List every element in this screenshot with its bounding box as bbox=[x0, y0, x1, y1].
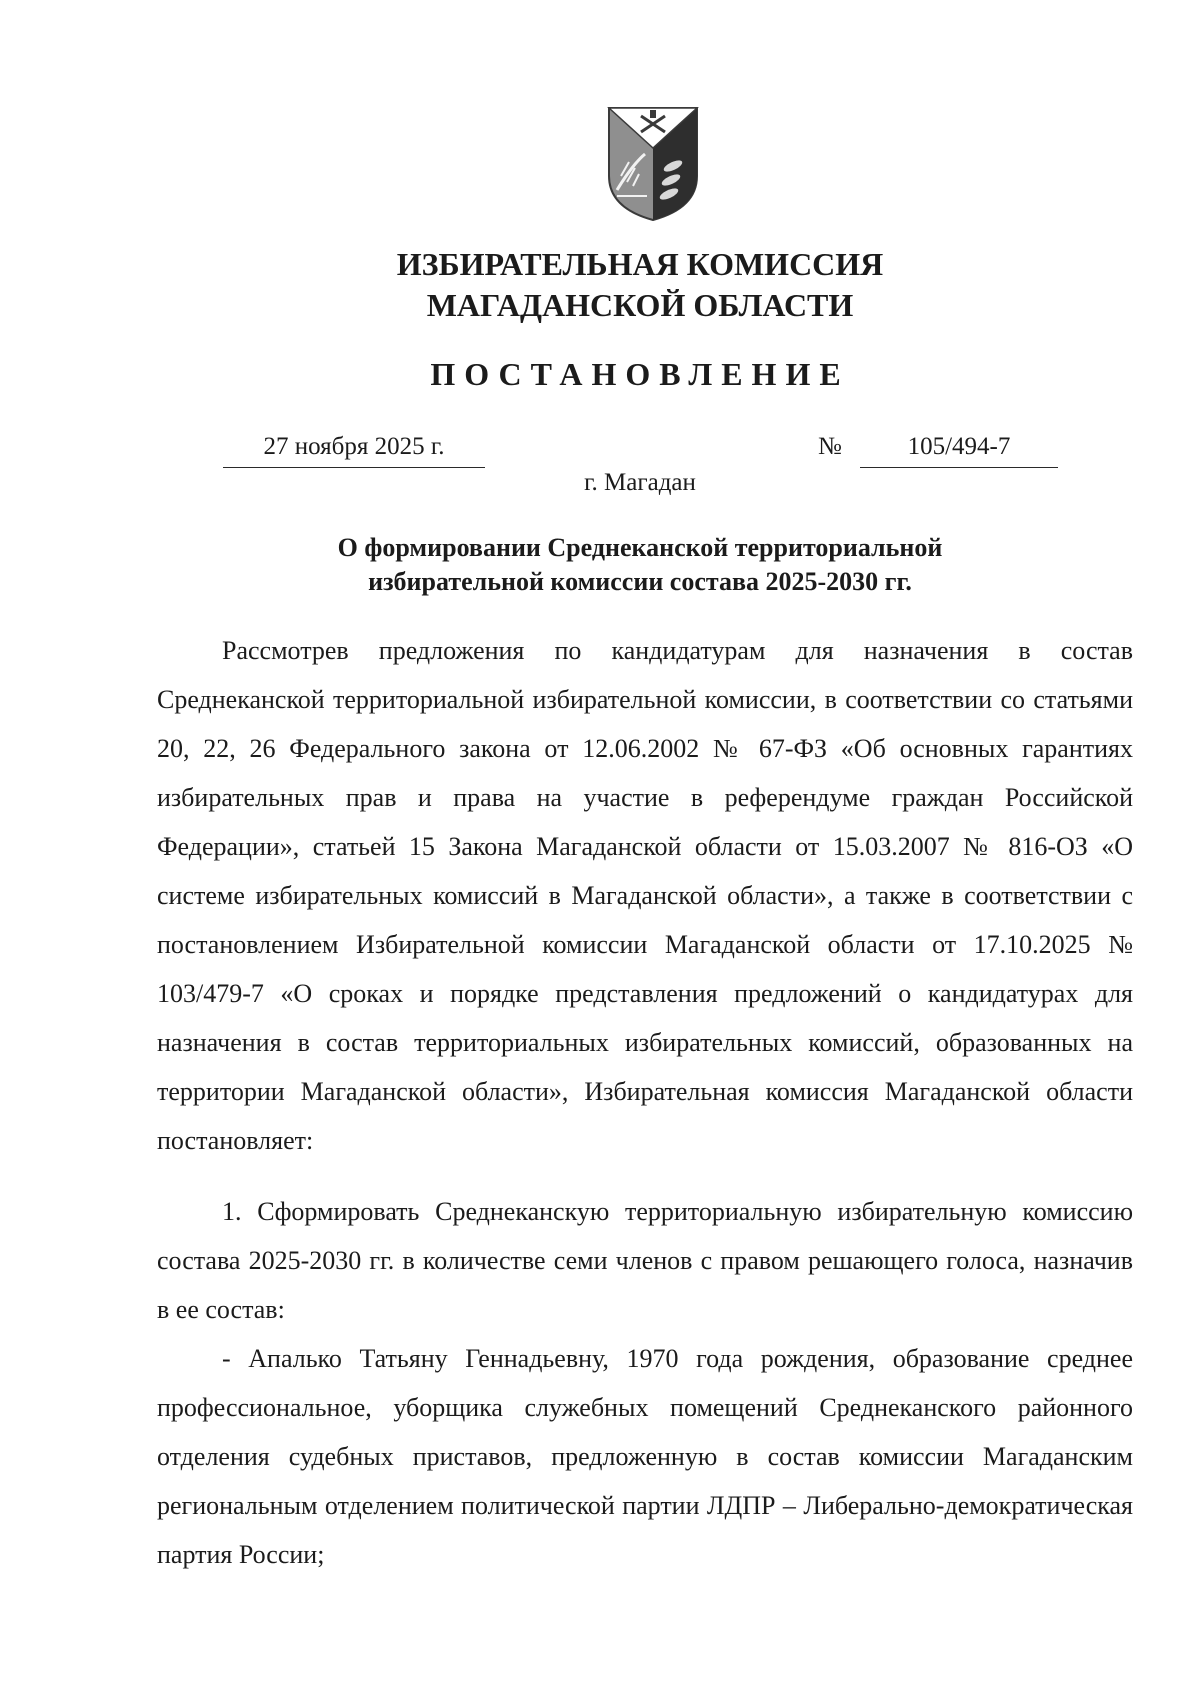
body-paragraph-preamble: Рассмотрев предложения по кандидатурам для назначения в состав Среднеканской территориальной избирательной комиссии, в соответствии со статьями 20, 22, 26 Федерального закона от 12.06.2002 № 67-ФЗ «Об основных гарантиях избирательных прав и права на участие в референдуме граждан Российской Федерации», статьей 15 Закона Магаданской области от 15.03.2007 № 816-ОЗ «О системе избирательных комиссий в Магаданской области», а также в соответствии с постановлением Избирательной комиссии Магаданской области от 17.10.2025 № 103/479-7 «О сроках и порядке представления предложений о кандидатурах для назначения в состав территориальных избирательных комиссий, образованных на территории Магаданской области», Избирательная комиссия Магаданской области постановляет: bbox=[157, 636, 1133, 1155]
date-underline bbox=[223, 467, 485, 468]
document-date: 27 ноября 2025 г. bbox=[263, 433, 445, 460]
document-type-title: ПОСТАНОВЛЕНИЕ bbox=[430, 356, 850, 392]
organization-name-line1: ИЗБИРАТЕЛЬНАЯ КОМИССИЯ bbox=[396, 246, 884, 282]
subject-title-line1: О формировании Среднеканской территориальной bbox=[337, 533, 943, 562]
body-paragraph-member-1: - Апалько Татьяну Геннадьевну, 1970 года рождения, образование среднее профессиональное, уборщика служебных помещений Среднеканского районного отделения судебных приставов, предложенную в состав комиссии Магаданским региональным отделением политической партии ЛДПР – Либерально-демократическая партия России; bbox=[157, 1344, 1133, 1569]
document-city: г. Магадан bbox=[584, 469, 696, 496]
coat-of-arms-icon bbox=[603, 104, 703, 224]
number-sign: № bbox=[818, 433, 842, 460]
number-underline bbox=[860, 467, 1058, 468]
body-paragraph-item-1: 1. Сформировать Среднеканскую территориальную избирательную комиссию состава 2025-2030 гг. в количестве семи членов с правом решающего голоса, назначив в ее состав: bbox=[157, 1197, 1133, 1324]
document-number: 105/494-7 bbox=[907, 433, 1011, 460]
subject-title-line2: избирательной комиссии состава 2025-2030 гг. bbox=[368, 567, 912, 596]
organization-name-line2: МАГАДАНСКОЙ ОБЛАСТИ bbox=[426, 287, 854, 323]
